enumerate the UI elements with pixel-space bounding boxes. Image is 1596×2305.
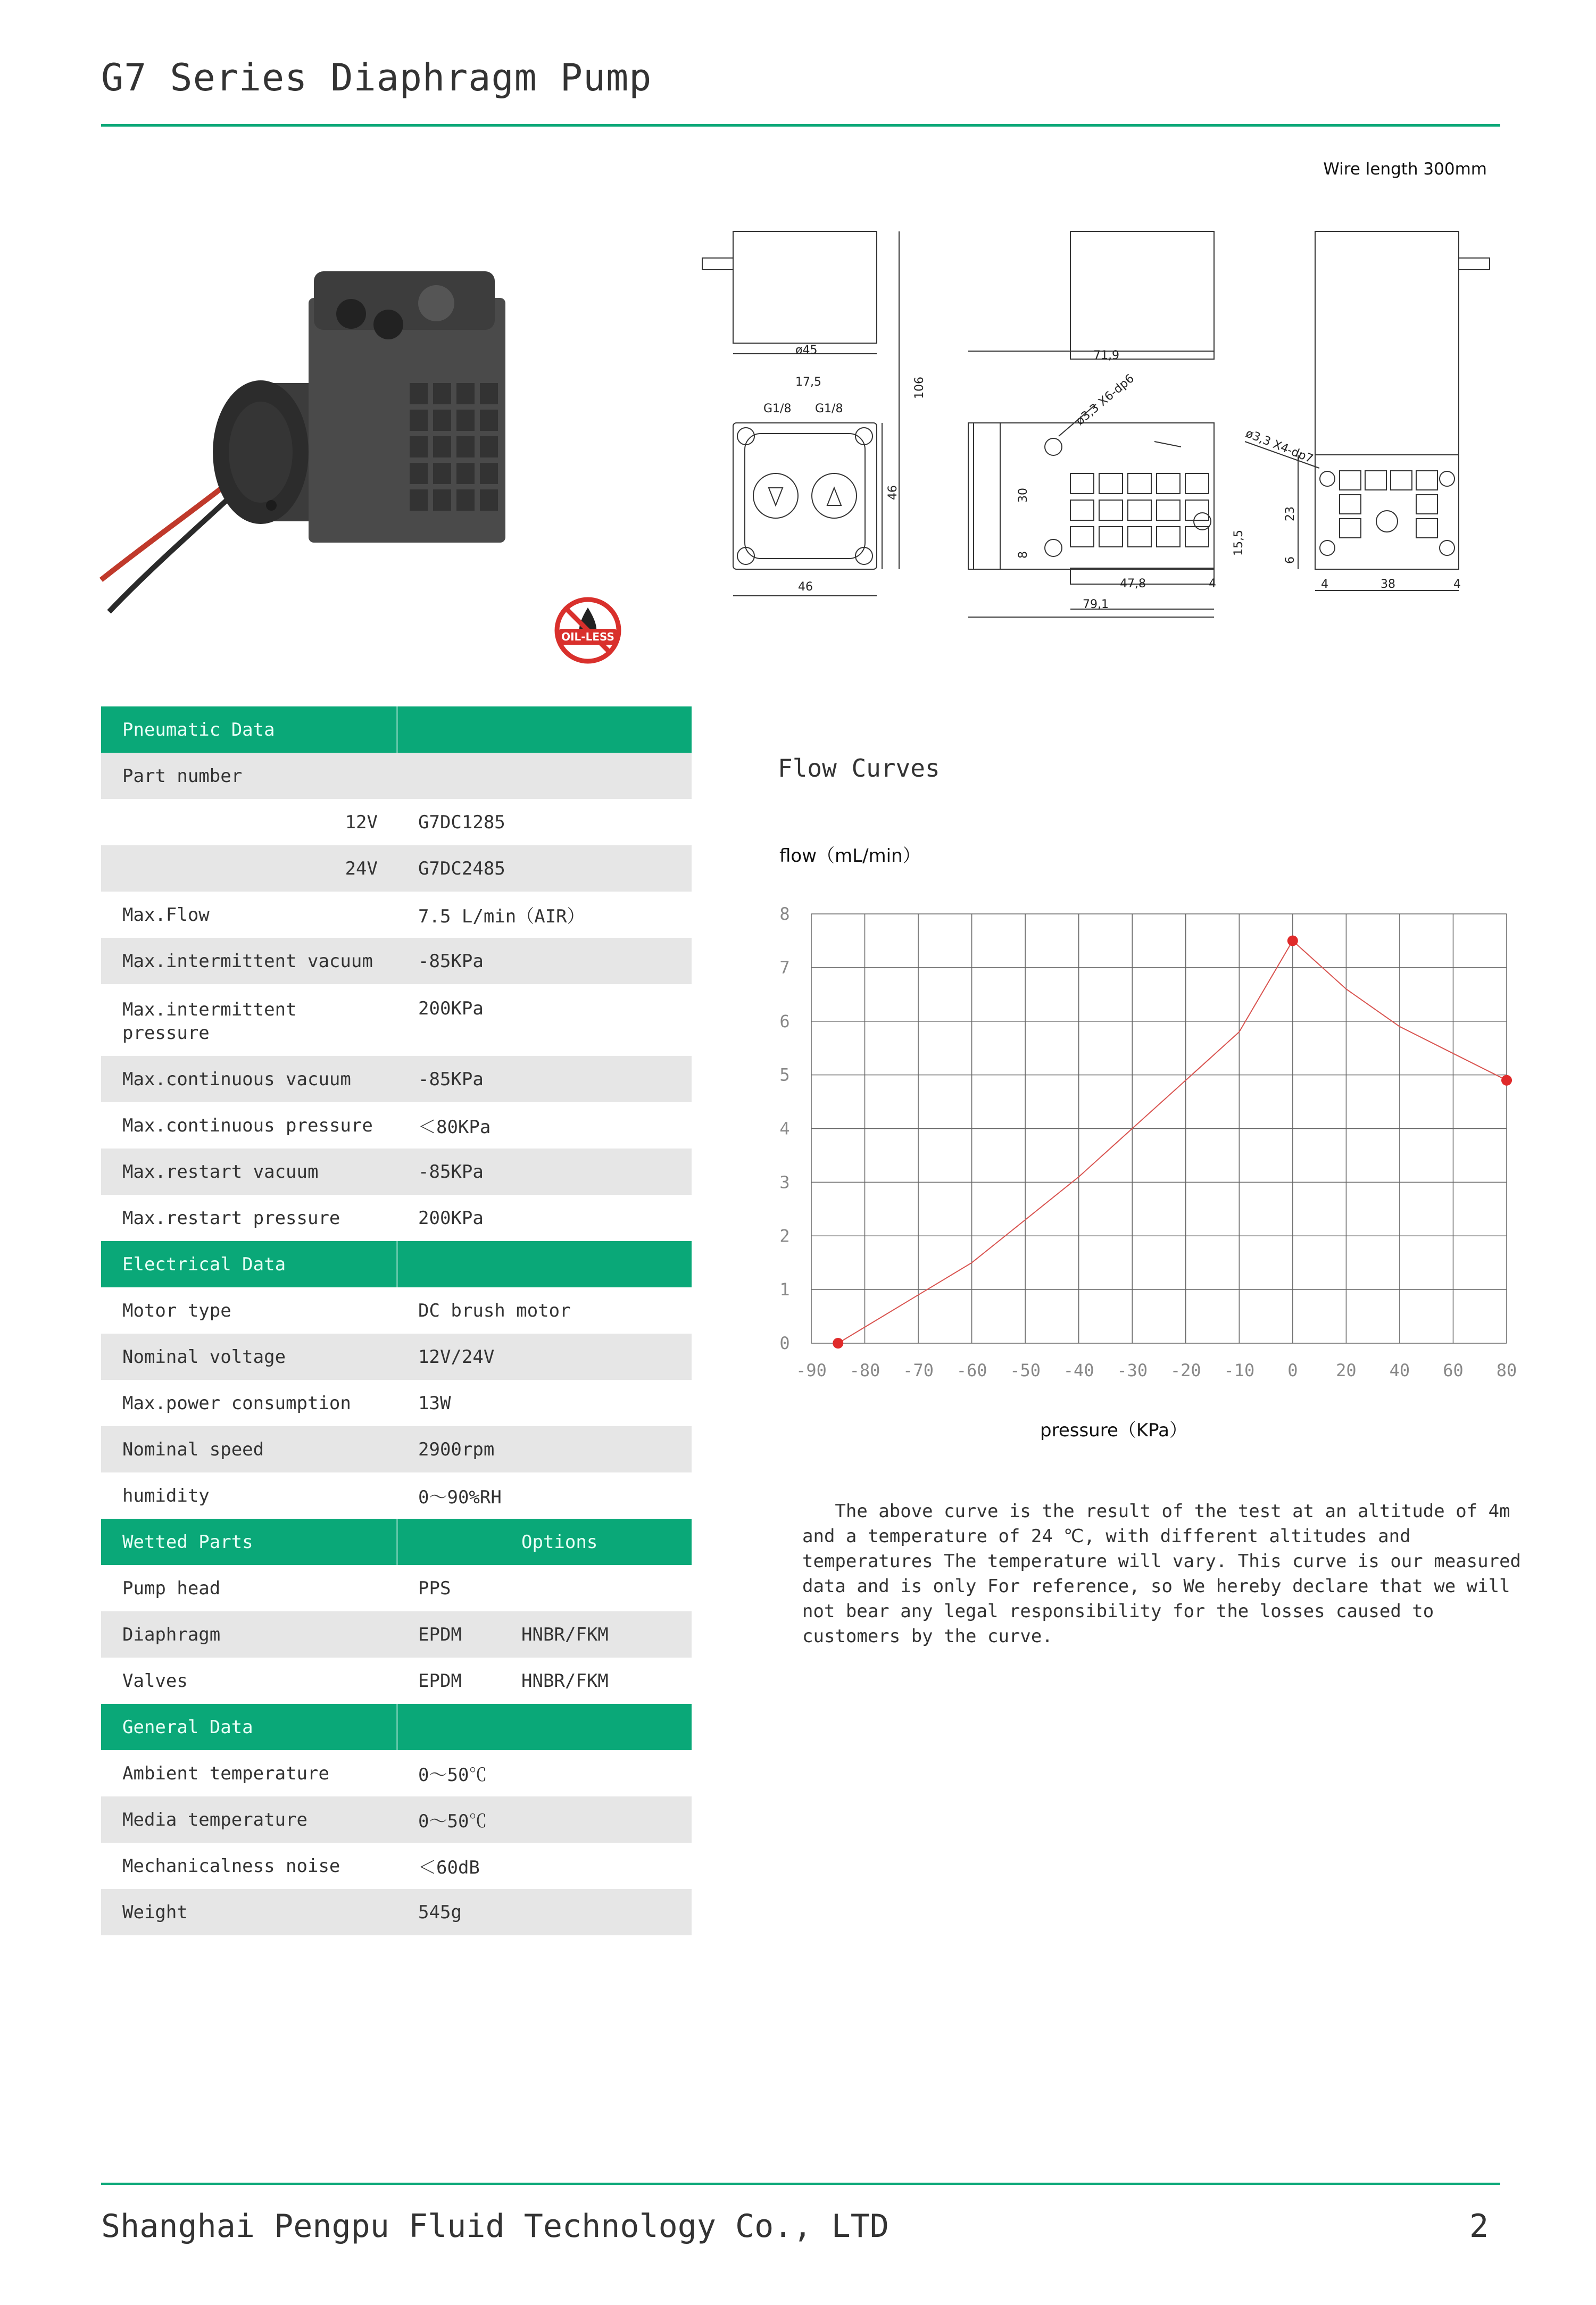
spec-label: Max.restart vacuum [122,1161,319,1183]
dim-17-5: 17,5 [795,376,821,389]
y-tick-label: 8 [779,904,790,924]
flow-series-line [838,941,1507,1343]
dim-diameter-45: ø45 [795,344,818,357]
x-tick-label: -80 [849,1360,880,1380]
wire-length-note: Wire length 300mm [1323,160,1487,179]
spec-table [101,706,692,1935]
dim-4-c: 4 [1453,578,1461,591]
spec-row [101,1658,692,1704]
spec-label: Media temperature [122,1809,307,1830]
spec-value: 200KPa [418,998,484,1019]
spec-row [101,1565,692,1611]
spec-label: 12V [345,811,378,833]
x-tick-label: -60 [956,1360,987,1380]
spec-label: Weight [122,1901,188,1923]
spec-value: G7DC2485 [418,858,505,879]
spec-row [101,1334,692,1380]
spec-row [101,1472,692,1519]
spec-value: -85KPa [418,950,484,972]
flow-curves-title: Flow Curves [778,754,940,783]
spec-label: Max.intermittent vacuum [122,950,373,972]
dim-hole-x6: ø3,3 X6-dp6 [1073,372,1137,428]
x-tick-label: 80 [1496,1360,1517,1380]
spec-label: Max.power consumption [122,1392,351,1414]
spec-label: 24V [345,858,378,879]
spec-label: humidity [122,1485,210,1507]
flow-chart [766,841,1532,1452]
x-tick-label: -70 [903,1360,934,1380]
dim-g18-right: G1/8 [815,402,843,415]
dim-46-horizontal: 46 [798,580,813,594]
spec-row [101,1843,692,1889]
y-tick-label: 0 [779,1333,790,1353]
spec-value: 0～50℃ [418,1765,487,1786]
spec-row [101,799,692,845]
spec-row [101,1195,692,1241]
spec-row [101,984,692,1056]
oil-less-badge [553,596,622,665]
spec-label: Nominal voltage [122,1346,286,1368]
spec-value: 200KPa [418,1207,484,1229]
page-number: 2 [1469,2208,1489,2245]
spec-value: EPDM [418,1670,462,1692]
spec-row [101,845,692,892]
spec-value: DC brush motor [418,1300,571,1321]
spec-label: Part number [122,765,243,787]
spec-value: 0～50℃ [418,1811,487,1832]
spec-value: ＜60dB [418,1857,480,1878]
pump-block [309,298,505,543]
dim-46-vertical: 46 [886,485,900,500]
spec-label: Motor type [122,1300,231,1321]
spec-row [101,1796,692,1843]
spec-value: PPS [418,1577,451,1599]
x-tick-label: -30 [1117,1360,1148,1380]
company-name: Shanghai Pengpu Fluid Technology Co., LTD [101,2208,890,2245]
options-column-title: Options [521,1531,598,1553]
x-tick-label: 0 [1287,1360,1298,1380]
data-point-marker [1501,1075,1512,1086]
spec-row [101,1611,692,1658]
x-tick-label: -90 [796,1360,827,1380]
product-photo [90,239,569,654]
section-title: Electrical Data [122,1253,286,1275]
badge-text: OIL-LESS [561,630,614,643]
dim-71-9: 71,9 [1093,349,1119,362]
spec-row [101,1750,692,1796]
spec-label: Valves [122,1670,188,1692]
spec-label: Max.intermittent pressure [122,999,297,1044]
spec-value: EPDM [418,1624,462,1645]
spec-option: HNBR/FKM [521,1624,609,1645]
dim-g18-left: G1/8 [763,402,792,415]
y-tick-label: 5 [779,1064,790,1085]
x-tick-label: 60 [1443,1360,1464,1380]
dim-79-1: 79,1 [1083,598,1109,611]
spec-value: ＜80KPa [418,1117,491,1138]
spec-label: Nominal speed [122,1438,264,1460]
dim-15-5: 15,5 [1232,530,1245,556]
dim-38: 38 [1381,578,1395,591]
spec-row [101,1889,692,1935]
dim-30: 30 [1017,488,1030,503]
x-tick-label: -10 [1224,1360,1255,1380]
spec-label: Max.Flow [122,904,210,926]
spec-value: G7DC1285 [418,811,505,833]
dim-47-8: 47,8 [1120,577,1146,590]
spec-value: -85KPa [418,1068,484,1090]
spec-label: Pump head [122,1577,221,1599]
x-tick-label: 20 [1336,1360,1357,1380]
y-tick-label: 4 [779,1118,790,1139]
dim-4-a: 4 [1209,577,1216,590]
spec-row [101,1102,692,1149]
section-header-general [101,1704,692,1750]
y-tick-label: 3 [779,1172,790,1193]
spec-row [101,1287,692,1334]
section-title: General Data [122,1716,253,1738]
chart-xlabel: pressure（KPa） [1040,1420,1187,1441]
spec-label: Max.continuous pressure [122,1114,373,1136]
spec-label: Diaphragm [122,1624,221,1645]
y-tick-label: 6 [779,1011,790,1031]
spec-label: Ambient temperature [122,1762,329,1784]
spec-row [101,1056,692,1102]
footer-divider [101,2183,1500,2185]
section-title: Wetted Parts [122,1531,253,1553]
dim-8: 8 [1017,551,1030,559]
spec-row [101,892,692,938]
x-tick-label: -20 [1170,1360,1201,1380]
section-header-wetted [101,1519,692,1565]
spec-row [101,938,692,984]
y-tick-label: 2 [779,1226,790,1246]
dim-hole-x4: ø3,3 X4-dp7 [1243,427,1315,466]
section-header-pneumatic [101,706,692,753]
spec-value: -85KPa [418,1161,484,1183]
spec-value: 2900rpm [418,1438,495,1460]
section-header-electrical [101,1241,692,1287]
spec-row [101,1426,692,1472]
chart-ylabel: flow（mL/min） [779,845,921,867]
data-point-marker [1287,935,1298,946]
header-divider [101,124,1500,127]
page-title: G7 Series Diaphragm Pump [101,56,652,99]
spec-value: 12V/24V [418,1346,495,1368]
spec-value: 545g [418,1901,462,1923]
spec-value: 7.5 L/min（AIR） [418,906,585,927]
technical-drawing [692,223,1500,628]
dim-6: 6 [1284,556,1297,564]
y-tick-label: 1 [779,1279,790,1300]
x-tick-label: -50 [1010,1360,1041,1380]
spec-label: Max.continuous vacuum [122,1068,351,1090]
chart-note: The above curve is the result of the test at an altitude of 4m and a temperature of 24 ℃, with different altitudes and temperatures The temperature will vary. This curve is our measured data and is only For reference, so We hereby declare that we will not bear any legal responsibility for the losses caused to customers by the curve. [802,1501,1532,1647]
dim-106: 106 [913,377,926,399]
x-tick-label: 40 [1389,1360,1410,1380]
spec-option: HNBR/FKM [521,1670,609,1692]
spec-row [101,1380,692,1426]
spec-label: Mechanicalness noise [122,1855,340,1877]
data-point-marker [833,1338,843,1349]
dim-4-b: 4 [1321,578,1328,591]
section-title: Pneumatic Data [122,719,275,740]
spec-value: 13W [418,1392,451,1414]
spec-row [101,753,692,799]
spec-row [101,1149,692,1195]
spec-label: Max.restart pressure [122,1207,340,1229]
dim-23: 23 [1284,506,1297,521]
spec-value: 0～90%RH [418,1487,502,1508]
y-tick-label: 7 [779,957,790,978]
x-tick-label: -40 [1063,1360,1094,1380]
